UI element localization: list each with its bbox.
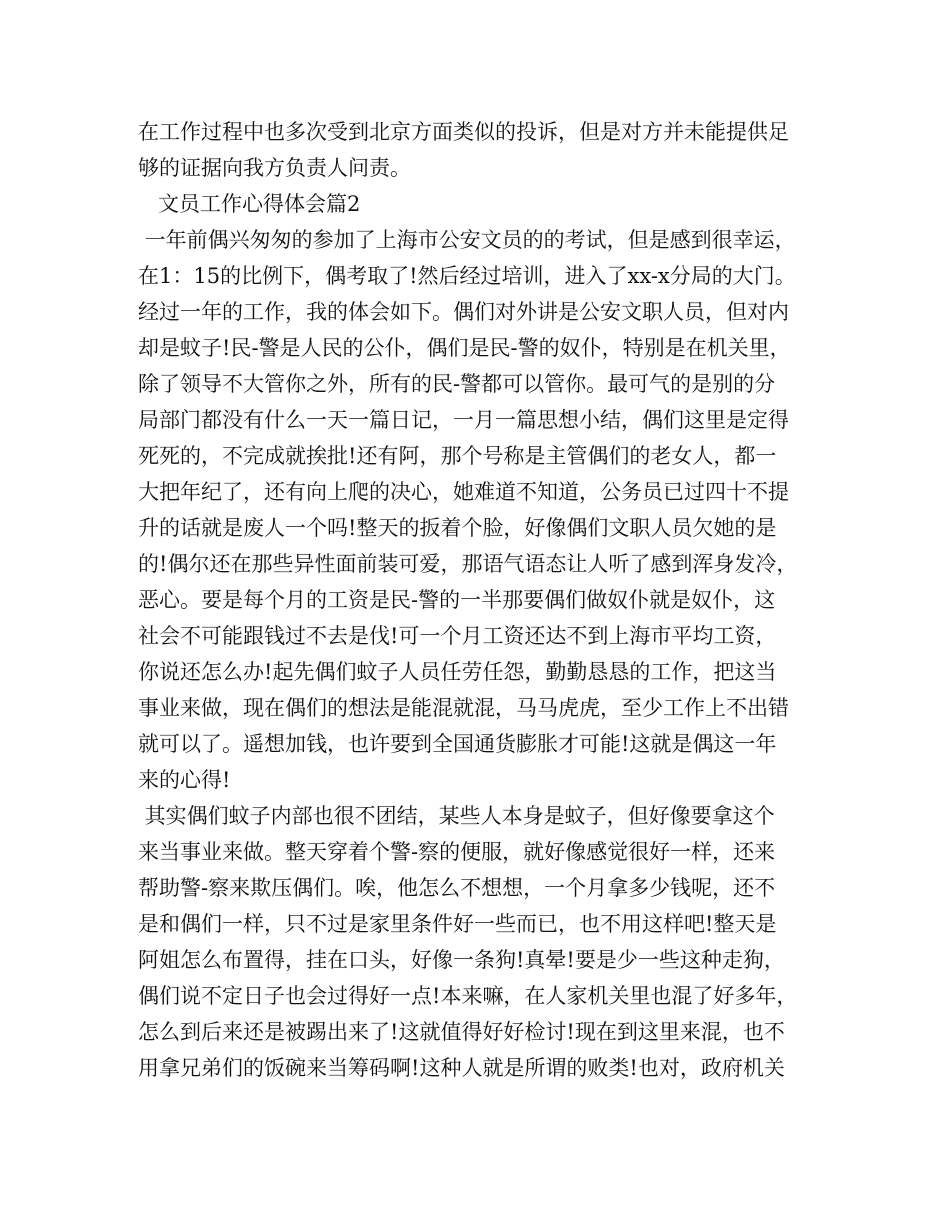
text-line: 死死的，不完成就挨批!还有阿，那个号称是主管偶们的老女人，都一 <box>138 444 777 468</box>
text-line: 是和偶们一样，只不过是家里条件好一些而已，也不用这样吧!整天是 <box>138 912 777 936</box>
text-line: 局部门都没有什么一天一篇日记，一月一篇思想小结，偶们这里是定得 <box>138 408 789 432</box>
text-line: 用拿兄弟们的饭碗来当筹码啊!这种人就是所谓的败类!也对，政府机关 <box>138 1056 785 1080</box>
text-line: 阿姐怎么布置得，挂在口头，好像一条狗!真晕!要是少一些这种走狗， <box>138 948 785 972</box>
text-line: 来当事业来做。整天穿着个警-察的便服，就好像感觉很好一样，还来 <box>138 840 776 864</box>
text-line: 社会不可能跟钱过不去是伐!可一个月工资还达不到上海市平均工资， <box>138 624 777 648</box>
document-body <box>138 114 828 1086</box>
text-line: 帮助警-察来欺压偶们。唉，他怎么不想想，一个月拿多少钱呢，还不 <box>138 876 776 900</box>
text-line: 的!偶尔还在那些异性面前装可爱，那语气语态让人听了感到浑身发冷， <box>138 552 798 576</box>
text-line: 其实偶们蚊子内部也很不团结，某些人本身是蚊子，但好像要拿这个 <box>138 804 775 828</box>
text-line: 在1：15的比例下，偶考取了!然后经过培训，进入了xx-x分局的大门。 <box>138 264 796 288</box>
text-line: 升的话就是废人一个吗!整天的扳着个脸，好像偶们文职人员欠她的是 <box>138 516 777 540</box>
text-line: 来的心得! <box>138 768 231 792</box>
text-line: 恶心。要是每个月的工资是民-警的一半那要偶们做奴仆就是奴仆，这 <box>138 588 776 612</box>
text-line: 偶们说不定日子也会过得好一点!本来嘛，在人家机关里也混了好多年， <box>138 984 798 1008</box>
text-line: 够的证据向我方负责人问责。 <box>138 156 411 180</box>
text-line: 怎么到后来还是被踢出来了!这就值得好好检讨!现在到这里来混，也不 <box>138 1020 785 1044</box>
text-line: 一年前偶兴匆匆的参加了上海市公安文员的的考试，但是感到很幸运， <box>138 228 796 252</box>
text-line: 经过一年的工作，我的体会如下。偶们对外讲是公安文职人员，但对内 <box>138 300 789 324</box>
text-line: 却是蚊子!民-警是人民的公仆，偶们是民-警的奴仆，特别是在机关里， <box>138 336 791 360</box>
text-line: 大把年纪了，还有向上爬的决心，她难道不知道，公务员已过四十不提 <box>138 480 789 504</box>
text-line: 你说还怎么办!起先偶们蚊子人员任劳任怨，勤勤恳恳的工作，把这当 <box>138 660 777 684</box>
text-line: 事业来做，现在偶们的想法是能混就混，马马虎虎，至少工作上不出错 <box>138 696 789 720</box>
text-line: 就可以了。遥想加钱，也许要到全国通货膨胀才可能!这就是偶这一年 <box>138 732 777 756</box>
section-heading: 文员工作心得体会篇2 <box>138 192 361 216</box>
text-line: 在工作过程中也多次受到北京方面类似的投诉，但是对方并未能提供足 <box>138 120 789 144</box>
text-line: 除了领导不大管你之外，所有的民-警都可以管你。最可气的是别的分 <box>138 372 776 396</box>
